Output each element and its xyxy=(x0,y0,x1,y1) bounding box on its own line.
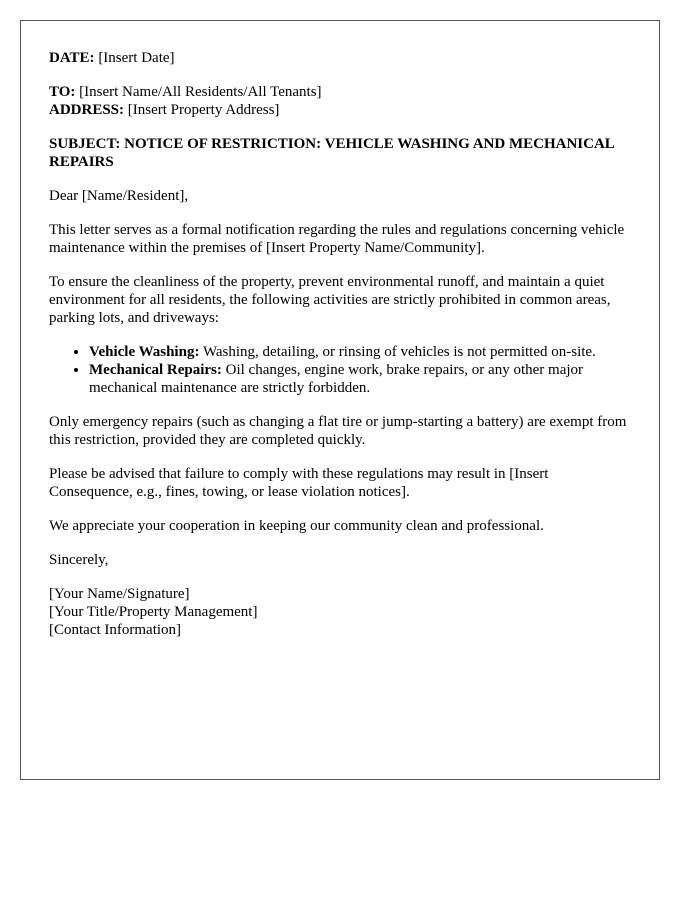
restriction-text: Washing, detailing, or rinsing of vehicles is not permitted on-site. xyxy=(202,344,596,360)
salutation: Dear [Name/Resident], xyxy=(49,188,189,204)
date-block xyxy=(49,49,631,67)
signoff: Sincerely, xyxy=(49,552,109,568)
recipient-block xyxy=(49,83,631,119)
signature-contact: [Contact Information] xyxy=(49,622,182,638)
to-line xyxy=(49,83,631,101)
signature-name: [Your Name/Signature] xyxy=(49,586,190,602)
restriction-list xyxy=(49,343,631,397)
appreciation-paragraph: We appreciate your cooperation in keeping our community clean and professional. xyxy=(49,518,544,534)
prohibition-paragraph: To ensure the cleanliness of the property, prevent environmental runoff, and maintain a quiet environment for all residents, the following activities are strictly prohibited in common areas, parking lots, and driveways: xyxy=(49,274,611,326)
date-line xyxy=(49,49,631,67)
letter xyxy=(20,20,660,780)
signature-title: [Your Title/Property Management] xyxy=(49,604,258,620)
exemption-paragraph: Only emergency repairs (such as changing a flat tire or jump-starting a battery) are exempt from this restriction, provided they are completed quickly. xyxy=(49,414,627,448)
signature-block xyxy=(49,585,631,639)
to-label: TO: xyxy=(49,84,76,100)
restriction-label: Vehicle Washing: xyxy=(89,344,200,360)
consequence-paragraph: Please be advised that failure to comply with these regulations may result in [Insert Consequence, e.g., fines, towing, or lease violation notices]. xyxy=(49,466,549,500)
address-label: ADDRESS: xyxy=(49,102,125,118)
restriction-item-mechanical-repairs xyxy=(89,361,631,397)
address-value: [Insert Property Address] xyxy=(127,102,280,118)
to-value: [Insert Name/All Residents/All Tenants] xyxy=(79,84,322,100)
restriction-item-vehicle-washing xyxy=(89,343,631,361)
date-label: DATE: xyxy=(49,50,95,66)
restriction-text: Oil changes, engine work, brake repairs, or any other major mechanical maintenance are strictly forbidden. xyxy=(89,362,584,396)
restriction-label: Mechanical Repairs: xyxy=(89,362,222,378)
subject-line: SUBJECT: NOTICE OF RESTRICTION: VEHICLE WASHING AND MECHANICAL REPAIRS xyxy=(49,136,614,170)
date-value: [Insert Date] xyxy=(98,50,175,66)
intro-paragraph: This letter serves as a formal notification regarding the rules and regulations concerning vehicle maintenance within the premises of [Insert Property Name/Community]. xyxy=(49,222,625,256)
address-line xyxy=(49,101,631,119)
